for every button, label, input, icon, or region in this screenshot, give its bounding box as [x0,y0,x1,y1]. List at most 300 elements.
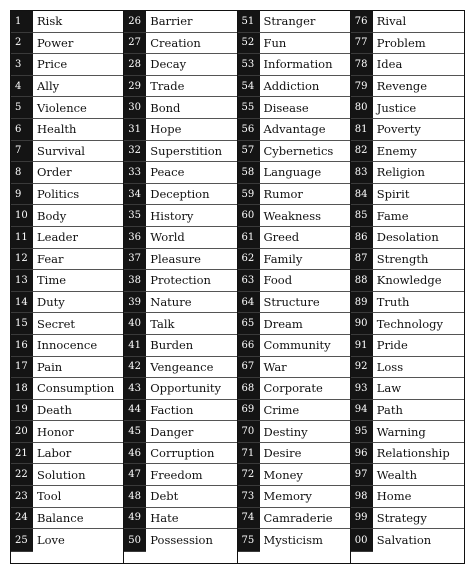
table-row [238,76,350,98]
table-row [238,184,350,206]
row-number: 56 [238,119,260,141]
table-row [11,400,123,422]
table-row [11,464,123,486]
row-number: 12 [11,249,33,271]
row-number: 60 [238,205,260,227]
row-word: Information [263,57,333,72]
row-number: 58 [238,162,260,184]
row-number: 97 [351,464,373,486]
table-row [351,227,464,249]
row-word: Bond [150,100,181,115]
table-row [351,378,464,400]
row-number: 6 [11,119,33,141]
row-word: Time [37,273,67,288]
table-row [351,486,464,508]
row-number: 83 [351,162,373,184]
row-number: 7 [11,141,33,163]
row-word: Vengeance [150,359,214,374]
row-word: Cybernetics [263,143,334,158]
table-row [124,270,236,292]
table-row [11,33,123,55]
row-number: 77 [351,33,373,55]
table-row [238,313,350,335]
row-number: 88 [351,270,373,292]
row-word: Stranger [263,14,316,29]
row-word: Innocence [37,338,98,353]
table-row [11,486,123,508]
row-word: Rumor [263,187,303,202]
row-word: Path [376,402,403,417]
row-word: Burden [150,338,194,353]
row-number: 81 [351,119,373,141]
row-word: Honor [37,424,74,439]
row-word: Love [37,533,65,548]
row-word: Language [263,165,322,180]
table-row [238,249,350,271]
row-number: 96 [351,443,373,465]
row-number: 69 [238,400,260,422]
row-number: 47 [124,464,146,486]
row-word: Family [263,251,303,266]
table-row [351,162,464,184]
row-number: 86 [351,227,373,249]
table-row [124,97,236,119]
table-row [351,76,464,98]
table-row [124,249,236,271]
row-word: Relationship [376,446,450,461]
row-number: 87 [351,249,373,271]
table-row [11,119,123,141]
row-word: Religion [376,165,425,180]
table-row [124,292,236,314]
row-number: 90 [351,313,373,335]
row-word: Poverty [376,122,421,137]
row-word: Enemy [376,143,417,158]
table-row [238,357,350,379]
row-number: 2 [11,33,33,55]
row-number: 63 [238,270,260,292]
row-word: Salvation [376,533,432,548]
table-row [238,378,350,400]
table-row [124,508,236,530]
table-row [124,184,236,206]
row-word: Debt [150,489,179,504]
row-number: 55 [238,97,260,119]
row-number: 23 [11,486,33,508]
row-word: Faction [150,402,194,417]
row-word: Desire [263,446,302,461]
row-word: Home [376,489,412,504]
row-number: 73 [238,486,260,508]
row-word: Dream [263,316,303,331]
row-number: 62 [238,249,260,271]
table-row [11,443,123,465]
row-word: Addiction [263,79,320,94]
row-number: 46 [124,443,146,465]
row-number: 53 [238,54,260,76]
row-word: Risk [37,14,63,29]
table-row [124,464,236,486]
row-number: 99 [351,508,373,530]
row-word: Community [263,338,331,353]
table-row [124,357,236,379]
table-row [351,33,464,55]
table-row [11,357,123,379]
row-word: Hate [150,510,179,525]
table-row [124,54,236,76]
row-number: 20 [11,421,33,443]
row-number: 48 [124,486,146,508]
row-word: Consumption [37,381,115,396]
table-row [124,227,236,249]
row-number: 26 [124,11,146,33]
row-number: 9 [11,184,33,206]
row-word: Technology [376,316,443,331]
word-table [10,10,465,564]
row-word: Duty [37,295,65,310]
row-word: Survival [37,143,85,158]
row-word: Greed [263,230,300,245]
table-row [124,141,236,163]
row-number: 79 [351,76,373,98]
table-row [124,76,236,98]
row-number: 65 [238,313,260,335]
table-row [124,443,236,465]
table-row [351,421,464,443]
row-number: 13 [11,270,33,292]
row-word: Advantage [263,122,326,137]
row-word: Solution [37,467,86,482]
row-word: Justice [376,100,417,115]
row-number: 34 [124,184,146,206]
row-number: 64 [238,292,260,314]
row-word: Warning [376,424,426,439]
table-row [238,119,350,141]
row-word: Peace [150,165,185,180]
row-word: Desolation [376,230,439,245]
row-word: Politics [37,187,80,202]
table-row [238,400,350,422]
table-row [124,162,236,184]
row-number: 21 [11,443,33,465]
row-word: Violence [37,100,87,115]
row-number: 54 [238,76,260,98]
table-row [351,270,464,292]
table-row [351,205,464,227]
table-row [351,313,464,335]
table-row [124,421,236,443]
row-number: 25 [11,529,33,552]
row-number: 82 [351,141,373,163]
row-number: 1 [11,11,33,33]
table-row [238,421,350,443]
row-number: 72 [238,464,260,486]
row-number: 59 [238,184,260,206]
row-word: Creation [150,35,201,50]
table-row [11,335,123,357]
table-row [351,508,464,530]
table-row [351,249,464,271]
row-word: Knowledge [376,273,442,288]
table-row [11,292,123,314]
row-word: Pleasure [150,251,201,266]
row-word: Structure [263,295,320,310]
row-word: Trade [150,79,185,94]
table-row [11,529,123,551]
row-number: 38 [124,270,146,292]
row-word: Protection [150,273,211,288]
table-row [124,11,236,33]
row-word: Strength [376,251,429,266]
row-number: 41 [124,335,146,357]
table-row [124,400,236,422]
row-number: 95 [351,421,373,443]
table-row [11,227,123,249]
table-row [238,292,350,314]
row-number: 89 [351,292,373,314]
row-word: Memory [263,489,312,504]
row-number: 10 [11,205,33,227]
table-row [238,486,350,508]
table-row [238,443,350,465]
row-word: Pain [37,359,63,374]
row-number: 76 [351,11,373,33]
table-row [351,292,464,314]
row-word: Wealth [376,467,417,482]
row-word: Nature [150,295,192,310]
table-row [124,335,236,357]
row-number: 45 [124,421,146,443]
table-row [11,54,123,76]
row-word: Secret [37,316,76,331]
row-word: Balance [37,510,84,525]
table-row [11,421,123,443]
row-word: Corporate [263,381,323,396]
table-row [238,33,350,55]
table-row [351,54,464,76]
table-column-2 [124,11,237,563]
row-number: 28 [124,54,146,76]
table-row [11,76,123,98]
row-word: Talk [150,316,175,331]
table-row [124,378,236,400]
table-column-3 [238,11,351,563]
row-word: Ally [37,79,60,94]
table-row [11,270,123,292]
row-number: 44 [124,400,146,422]
table-row [11,205,123,227]
row-word: Order [37,165,72,180]
table-row [351,443,464,465]
table-row [238,335,350,357]
row-word: Fun [263,35,287,50]
row-word: Money [263,467,303,482]
row-number: 43 [124,378,146,400]
row-number: 78 [351,54,373,76]
row-number: 22 [11,464,33,486]
row-number: 39 [124,292,146,314]
row-number: 92 [351,357,373,379]
table-row [238,529,350,551]
row-word: Weakness [263,208,322,223]
table-row [124,313,236,335]
table-row [351,119,464,141]
table-row [124,33,236,55]
row-word: Revenge [376,79,428,94]
row-number: 33 [124,162,146,184]
row-word: Health [37,122,77,137]
row-number: 71 [238,443,260,465]
table-row [351,357,464,379]
row-number: 85 [351,205,373,227]
row-number: 32 [124,141,146,163]
row-word: Truth [376,295,410,310]
row-word: Superstition [150,143,223,158]
table-row [238,227,350,249]
row-number: 37 [124,249,146,271]
row-number: 18 [11,378,33,400]
row-word: Idea [376,57,403,72]
table-row [238,464,350,486]
row-number: 36 [124,227,146,249]
row-number: 14 [11,292,33,314]
row-word: Corruption [150,446,215,461]
row-word: Leader [37,230,78,245]
row-word: Food [263,273,293,288]
table-row [124,119,236,141]
row-number: 31 [124,119,146,141]
row-number: 15 [11,313,33,335]
table-row [11,378,123,400]
row-word: Tool [37,489,62,504]
table-row [11,508,123,530]
row-word: Fame [376,208,409,223]
row-word: Possession [150,533,213,548]
table-row [11,141,123,163]
row-number: 94 [351,400,373,422]
row-word: Spirit [376,187,410,202]
row-word: Decay [150,57,187,72]
row-word: Problem [376,35,426,50]
row-word: Hope [150,122,182,137]
row-word: Law [376,381,402,396]
row-word: Fear [37,251,64,266]
row-word: Freedom [150,467,203,482]
table-row [351,400,464,422]
table-row [11,97,123,119]
table-row [351,464,464,486]
table-row [11,249,123,271]
table-row [238,54,350,76]
row-word: Pride [376,338,408,353]
row-number: 24 [11,508,33,530]
table-row [238,205,350,227]
row-number: 80 [351,97,373,119]
row-number: 70 [238,421,260,443]
row-number: 93 [351,378,373,400]
row-word: Camraderie [263,510,333,525]
row-word: Loss [376,359,404,374]
row-word: War [263,359,287,374]
row-number: 52 [238,33,260,55]
table-row [238,270,350,292]
row-number: 49 [124,508,146,530]
table-row [351,141,464,163]
table-row [124,205,236,227]
table-row [351,11,464,33]
row-number: 30 [124,97,146,119]
row-word: Barrier [150,14,193,29]
row-number: 19 [11,400,33,422]
row-number: 5 [11,97,33,119]
row-number: 17 [11,357,33,379]
row-number: 67 [238,357,260,379]
table-row [238,141,350,163]
row-number: 42 [124,357,146,379]
row-word: History [150,208,194,223]
row-word: Rival [376,14,407,29]
table-row [351,184,464,206]
row-number: 16 [11,335,33,357]
row-number: 75 [238,529,260,552]
table-row [351,529,464,551]
row-word: Power [37,35,74,50]
row-number: 40 [124,313,146,335]
row-number: 66 [238,335,260,357]
row-number: 29 [124,76,146,98]
row-number: 8 [11,162,33,184]
row-word: Disease [263,100,309,115]
row-word: Price [37,57,68,72]
table-row [238,97,350,119]
table-row [351,335,464,357]
row-number: 68 [238,378,260,400]
row-number: 51 [238,11,260,33]
table-row [11,184,123,206]
row-word: Mysticism [263,533,323,548]
table-row [124,529,236,551]
row-word: Strategy [376,510,427,525]
row-number: 4 [11,76,33,98]
row-word: Body [37,208,67,223]
row-number: 35 [124,205,146,227]
row-number: 61 [238,227,260,249]
row-number: 3 [11,54,33,76]
table-row [238,162,350,184]
row-number: 74 [238,508,260,530]
row-number: 91 [351,335,373,357]
table-row [11,162,123,184]
table-column-1 [11,11,124,563]
row-number: 57 [238,141,260,163]
row-number: 00 [351,529,373,552]
row-word: World [150,230,185,245]
row-number: 11 [11,227,33,249]
table-row [11,11,123,33]
row-word: Danger [150,424,194,439]
row-number: 50 [124,529,146,552]
row-word: Opportunity [150,381,222,396]
row-word: Labor [37,446,72,461]
row-number: 98 [351,486,373,508]
table-column-4 [351,11,464,563]
row-word: Destiny [263,424,308,439]
row-number: 27 [124,33,146,55]
table-row [351,97,464,119]
table-row [11,313,123,335]
row-word: Death [37,402,72,417]
row-number: 84 [351,184,373,206]
